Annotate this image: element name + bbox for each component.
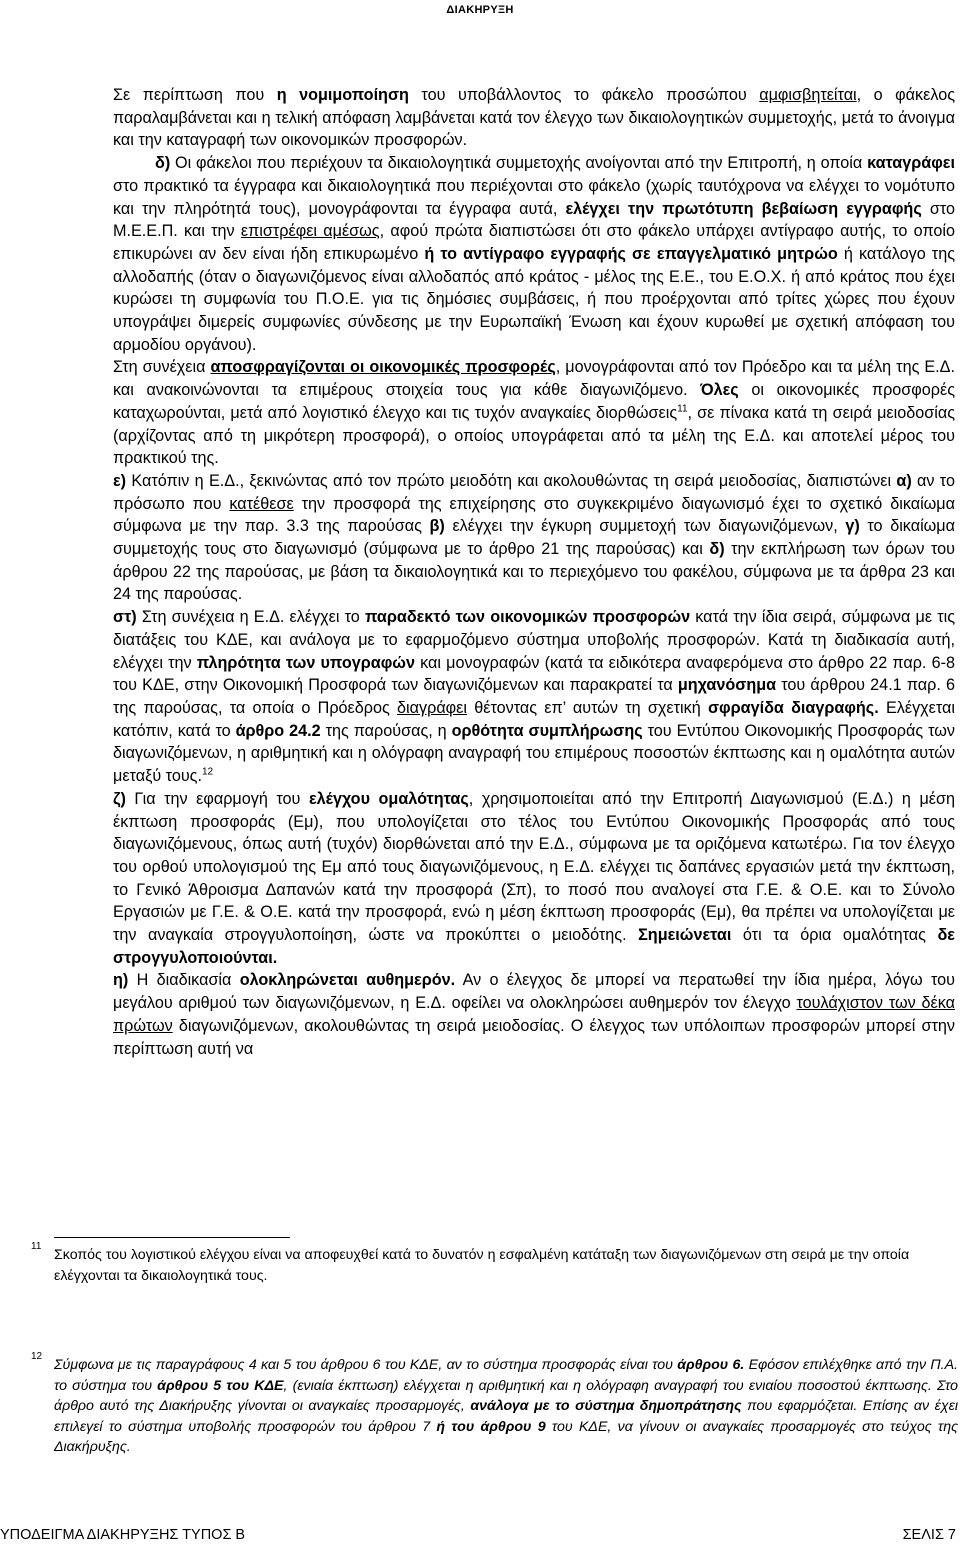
- text-run: διαγράφει: [397, 698, 467, 717]
- footnote: [31, 1241, 958, 1286]
- text-run: ορθότητα συμπλήρωσης: [451, 721, 643, 740]
- text-run: επιστρέφει αμέσως: [240, 222, 380, 241]
- text-run: την εκπλήρωση των όρων του άρθρου 22 της παρούσας, με βάση τα δικαιολογητικά και το περιεχόμενο του φακέλου, σύμφωνα με τα άρθρα 23 και 24 της παρούσας.: [113, 540, 955, 604]
- text-run: δε στρογγυλοποιούνται.: [113, 926, 955, 967]
- text-run: , μονογράφονται από τον Πρόεδρο και τα μέλη της Ε.Δ. και ανακοινώνονται τα επιμέρους στοιχεία τους για κάθε διαγωνιζόμενο.: [113, 358, 955, 400]
- paragraph: [113, 470, 955, 606]
- paragraph: [113, 84, 955, 152]
- text-run: Κατόπιν η Ε.Δ., ξεκινώντας από τον πρώτο μειοδότη και ακολουθώντας τη σειρά μειοδοσίας, διαπιστώνει: [126, 471, 897, 490]
- text-run: διαγωνιζόμενων, ακολουθώντας τη σειρά μειοδοσίας. Ο έλεγχος των υπόλοιπων προσφορών μπορεί στην περίπτωση αυτή να: [113, 1016, 955, 1058]
- text-run: τουλάχιστον των δέκα πρώτων: [113, 994, 955, 1035]
- text-run: Αν ο έλεγχος δε μπορεί να περατωθεί την ίδια ημέρα, λόγω του μεγάλου αριθμού των διαγωνιζόμενων, η Ε.Δ. οφείλει να ολοκληρώσει αυθημερόν τον έλεγχο: [113, 971, 955, 1013]
- text-run: Οι φάκελοι που περιέχουν τα δικαιολογητικά συμμετοχής ανοίγονται από την Επιτροπή, η οποία: [170, 154, 868, 173]
- text-run: Στη συνέχεια η Ε.Δ. ελέγχει το: [136, 608, 365, 627]
- text-run: παραδεκτό των οικονομικών προσφορών: [364, 608, 691, 627]
- text-run: άρθρου 5 του ΚΔΕ: [157, 1377, 284, 1394]
- text-run: του υποβάλλοντος το φάκελο προσώπου: [408, 86, 760, 104]
- body-text: [113, 84, 955, 1060]
- text-run: οι οικονομικές προσφορές καταχωρούνται, μετά από λογιστικό έλεγχο και τις τυχόν αναγκαίες διορθώσεις: [113, 381, 955, 422]
- text-run: θέτοντας επ’ αυτών τη σχετική: [466, 698, 708, 717]
- footnote-number: 12: [31, 1351, 43, 1362]
- text-run: α): [896, 471, 912, 490]
- footer-title: ΥΠΟΔΕΙΓΜΑ ΔΙΑΚΗΡΥΞΗΣ ΤΥΠΟΣ Β: [0, 1527, 246, 1543]
- text-run: η): [113, 971, 129, 990]
- text-run: ελέγχου ομαλότητας: [308, 789, 469, 808]
- text-run: ζ): [113, 789, 126, 808]
- text-run: που εφαρμόζεται. Επίσης αν έχει επιλεγεί το σύστημα υποβολής προσφορών του άρθρου 7: [54, 1398, 958, 1435]
- text-run: ελέγχει την έγκυρη συμμετοχή των διαγωνιζόμενων,: [444, 517, 846, 536]
- text-run: Σε περίπτωση που: [113, 86, 277, 104]
- text-run: του Εντύπου Οικονομικής Προσφοράς των διαγωνιζόμενων, η αριθμητική και η ολόγραφη αναγραφή του επιμέρους ποσοστών έκπτωσης και η ομαλότητα αυτών μεταξύ τους.: [113, 721, 956, 786]
- text-run: άρθρο 24.2: [235, 721, 321, 740]
- text-run: δ): [709, 540, 725, 559]
- text-run: Όλες: [700, 381, 739, 400]
- text-run: πληρότητα των υπογραφών: [196, 653, 415, 672]
- text-run: ανάλογα με το σύστημα δημοπράτησης: [470, 1398, 742, 1414]
- footnote-text: [54, 1357, 958, 1455]
- text-run: στο Μ.Ε.Ε.Π. και την: [113, 199, 956, 241]
- footnote-text: [54, 1247, 909, 1284]
- text-run: , σε πίνακα κατά τη σειρά μειοδοσίας (αρχίζοντας από τη μικρότερη προσφορά), ο οποίος υπογράφεται από τα μέλη της Ε.Δ. και αποτελεί μέρος του πρακτικού της.: [113, 403, 955, 468]
- text-run: , (ενιαία έκπτωση) ελέγχεται η αριθμητική και η ολόγραφη αναγραφή του ενιαίου ποσοστού έκπτωσης. Στο άρθρο αυτό της Διακήρυξης γίνονται οι αναγκαίες προσαρμογές,: [54, 1377, 958, 1414]
- text-run: γ): [845, 517, 860, 536]
- text-run: Σημειώνεται: [638, 926, 732, 945]
- paragraph: [113, 356, 955, 470]
- text-run: άρθρου 6.: [677, 1357, 745, 1373]
- text-run: Στη συνέχεια: [113, 358, 211, 377]
- text-run: κατά την ίδια σειρά, σύμφωνα με τις διατάξεις του ΚΔΕ, και ανάλογα με το εφαρμοζόμενο σύστημα υποβολής προσφορών. Κατά τη διαδικασία αυτή, ελέγχει την: [113, 608, 956, 672]
- text-run: αποσφραγίζονται οι οικονομικές προσφορές: [210, 358, 556, 377]
- paragraph: [113, 606, 955, 788]
- text-run: το δικαίωμα συμμετοχής τους στο διαγωνισμό (σύμφωνα με το άρθρο 21 της παρούσας) και: [113, 517, 955, 559]
- text-run: , ο φάκελος παραλαμβάνεται και η τελική απόφαση λαμβάνεται κατά τον έλεγχο των δικαιολογητικών συμμετοχής, μετά το άνοιγμα και την καταγραφή των οικονομικών προσφορών.: [113, 86, 955, 150]
- text-run: Σύμφωνα με τις παραγράφους 4 και 5 του άρθρου 6 του ΚΔΕ, αν το σύστημα προσφοράς είναι του: [54, 1357, 678, 1373]
- footnote-reference: 12: [201, 766, 214, 778]
- text-run: ή το αντίγραφο εγγραφής σε επαγγελματικό μητρώο: [424, 244, 838, 263]
- paragraph: [113, 788, 955, 970]
- text-run: ολοκληρώνεται αυθημερόν.: [239, 971, 456, 990]
- text-run: δ): [155, 154, 171, 173]
- text-run: ότι τα όρια ομαλότητας: [731, 926, 938, 945]
- text-run: αν το πρόσωπο που: [113, 471, 955, 513]
- text-run: την προσφορά της επιχείρησης στο συγκεκριμένο διαγωνισμό έχει το σχετικό δικαίωμα σύμφωνα με την παρ. 3.3 της παρούσας: [113, 494, 955, 536]
- text-run: του ΚΔΕ, να γίνουν οι αναγκαίες προσαρμογές στο τεύχος της Διακήρυξης.: [54, 1418, 959, 1455]
- paragraph: [113, 152, 955, 356]
- text-run: καταγράφει: [867, 154, 955, 173]
- footer-page-number: ΣΕΛΙΣ 7: [902, 1527, 956, 1543]
- text-run: στ): [113, 608, 137, 627]
- footnote-number: 11: [31, 1241, 42, 1252]
- paragraph: [113, 969, 955, 1060]
- text-run: ελέγχει την πρωτότυπη βεβαίωση εγγραφής: [565, 199, 922, 218]
- text-run: στο πρακτικό τα έγγραφα και δικαιολογητικά που περιέχονται στο φάκελο (χωρίς ταυτόχρονα να ελέγχει το νομότυπο και την πληρότητά τους), μονογράφονται τα έγγραφα αυτά,: [113, 176, 955, 218]
- text-run: , χρησιμοποιείται από την Επιτροπή Διαγωνισμού (Ε.Δ.) η μέση έκπτωση προσφοράς (Εμ), που υπολογίζεται στο τέλος του Εντύπου Οικονομικής Προσφοράς από τους διαγωνιζόμενους, όπως αυτή (τυχόν) διορθώνεται από την Ε.Δ., σύμφωνα με τα οριζόμενα κατωτέρω. Για τον έλεγχο του ορθού υπολογισμού της Εμ από τους διαγωνιζόμενους, η Ε.Δ. ελέγχει τις δαπάνες εργασιών μετά την έκπτωση, το Γενικό Άθροισμα Δαπανών κατά την προσφορά (Σπ), το ποσό που αναλογεί στα Γ.Ε. & Ο.Ε. και το Σύνολο Εργασιών με Γ.Ε. & Ο.Ε. κατά την προσφορά, ενώ η μέση έκπτωση προσφοράς (Εμ), θα πρέπει να υπολογίζεται με την αναγκαία στρογγυλοποίηση, ώστε να προκύπτει ο μειοδότης.: [113, 789, 955, 945]
- text-run: ή του άρθρου 9: [436, 1418, 546, 1435]
- text-run: ή κατάλογο της αλλοδαπής (όταν ο διαγωνιζόμενος είναι αλλοδαπός από κράτος - μέλος της Ε.Ε., του Ε.Ο.Χ. ή από κράτος που έχει κυρώσει τη συμφωνία του Π.Ο.Ε. για τις δημόσιες συμβάσεις, ή που προέρχονται από τρίτες χώρες που έχουν υπογράψει διμερείς συμφωνίες σύνδεσης με την Ευρωπαϊκή Ένωση και έχουν κυρωθεί με σχετική απόφαση του αρμοδίου οργάνου).: [113, 244, 956, 354]
- text-run: αμφισβητείται: [759, 86, 857, 104]
- text-run: Εφόσον επιλέχθηκε από την Π.Α. το σύστημα του: [54, 1357, 958, 1394]
- text-run: μηχανόσημα: [677, 676, 777, 695]
- text-run: του άρθρου 24.1 παρ. 6 της παρούσας, τα οποία ο Πρόεδρος: [113, 676, 955, 717]
- text-run: η νομιμοποίηση: [276, 86, 409, 104]
- text-run: , αφού πρώτα διαπιστώσει ότι στο φάκελο υπάρχει αντίγραφο αυτής, το οποίο επικυρώνει αν δεν είναι ήδη επικυρωμένο: [113, 222, 955, 263]
- text-run: β): [429, 517, 445, 536]
- text-run: και μονογραφών (κατά τα ειδικότερα αναφερόμενα στο άρθρο 22 παρ. 6-8 του ΚΔΕ, στην Οικονομική Προσφορά των διαγωνιζόμενων και παρακρατεί τα: [113, 653, 955, 695]
- footnote-reference: 11: [677, 403, 688, 415]
- text-run: Σκοπός του λογιστικού ελέγχου είναι να αποφευχθεί κατά το δυνατόν η εσφαλμένη κατάταξη των διαγωνιζόμενων στη σειρά με την οποία ελέγχονται τα δικαιολογητικά τους.: [54, 1247, 910, 1284]
- page-header: ΔΙΑΚΗΡΥΞΗ: [446, 4, 514, 16]
- text-run: Η διαδικασία: [128, 971, 240, 990]
- text-run: κατέθεσε: [229, 494, 294, 513]
- text-run: Για την εφαρμογή του: [125, 789, 309, 808]
- footnote-separator: [54, 1237, 290, 1238]
- text-run: της παρούσας, η: [320, 721, 452, 740]
- text-run: σφραγίδα διαγραφής.: [707, 698, 879, 717]
- footnote: [31, 1351, 959, 1458]
- text-run: Ελέγχεται κατόπιν, κατά το: [113, 698, 956, 740]
- text-run: ε): [113, 471, 127, 490]
